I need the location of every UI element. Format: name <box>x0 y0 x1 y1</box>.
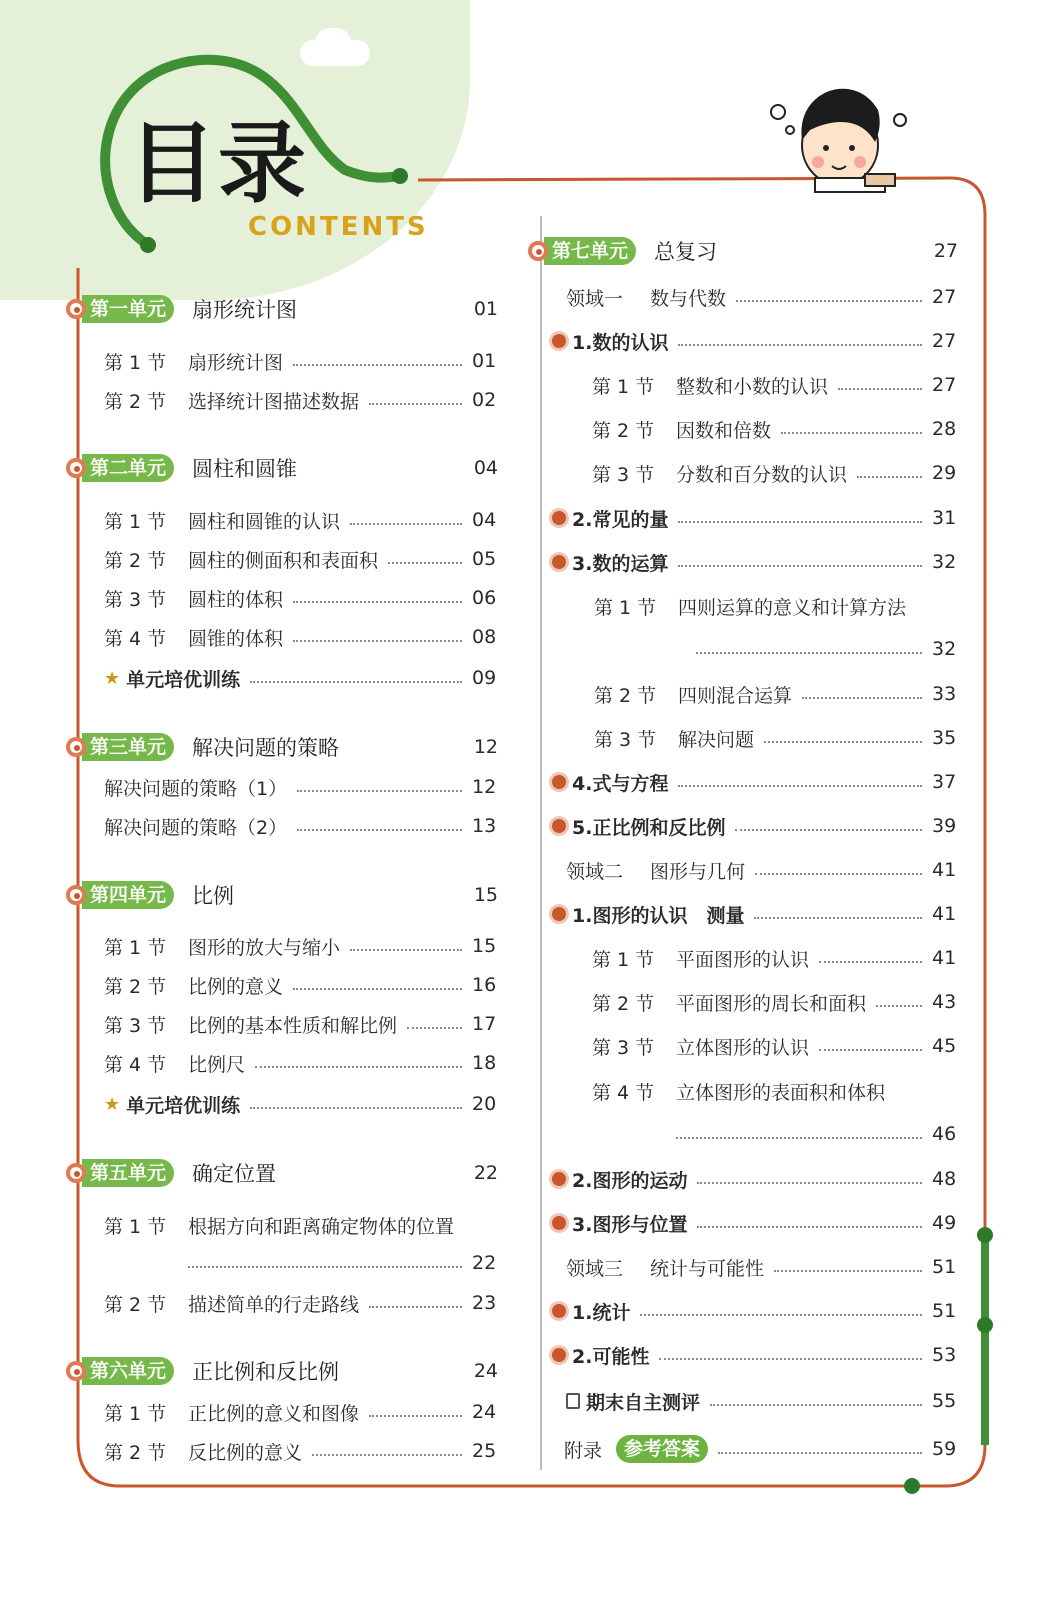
page-number: 04 <box>473 457 498 479</box>
entry-title: 四则运算的意义和计算方法 <box>678 596 907 619</box>
entry-title: 整数和小数的认识 <box>676 375 829 398</box>
leader-dots <box>640 1314 922 1316</box>
topic-entry[interactable] <box>552 505 956 531</box>
toc-entry-training[interactable] <box>104 1091 496 1117</box>
page-number: 27 <box>933 240 958 262</box>
leader-dots <box>710 1404 922 1406</box>
page-number: 35 <box>932 727 957 749</box>
domain-label: 领域一 <box>566 287 624 310</box>
page-number: 53 <box>932 1344 957 1366</box>
unit-header[interactable] <box>66 1159 498 1187</box>
entry-title: 解决问题的策略（1） <box>104 777 288 800</box>
entry-title: 根据方向和距离确定物体的位置 <box>188 1215 455 1238</box>
page-number: 15 <box>472 935 497 957</box>
leader-dots <box>250 1107 462 1109</box>
page-number: 05 <box>472 548 497 570</box>
leader-dots <box>293 988 462 990</box>
leader-dots <box>350 523 462 525</box>
page-number: 18 <box>472 1052 497 1074</box>
toc-entry[interactable] <box>594 681 956 707</box>
leader-dots <box>297 829 462 831</box>
page-number: 27 <box>932 330 957 352</box>
leader-dots <box>838 388 922 390</box>
leader-dots <box>407 1027 462 1029</box>
leader-dots <box>293 640 462 642</box>
section-number: 第 1 节 <box>592 948 655 971</box>
answers-badge: 参考答案 <box>616 1435 708 1463</box>
leader-dots <box>293 364 462 366</box>
page-number: 13 <box>472 815 497 837</box>
page-number: 32 <box>932 638 957 660</box>
section-number: 第 4 节 <box>104 627 167 650</box>
page-subtitle: CONTENTS <box>248 212 429 242</box>
section-number: 第 2 节 <box>104 975 167 998</box>
unit-badge: 第七单元 <box>544 237 636 265</box>
entry-title: 四则混合运算 <box>678 684 793 707</box>
entry-title: 3.图形与位置 <box>572 1213 688 1236</box>
unit-title: 比例 <box>192 884 235 908</box>
entry-title: 正比例的意义和图像 <box>188 1402 360 1425</box>
page-number: 27 <box>932 374 957 396</box>
leader-dots <box>755 873 922 875</box>
unit-badge: 第六单元 <box>82 1357 174 1385</box>
page-number: 04 <box>472 509 497 531</box>
toc-entry[interactable] <box>104 972 496 998</box>
toc-entry[interactable] <box>104 387 496 413</box>
bullet-icon <box>552 907 566 921</box>
book-icon <box>566 1393 580 1409</box>
page-number: 29 <box>932 462 957 484</box>
final-test-entry[interactable] <box>566 1388 956 1414</box>
bullet-icon <box>552 1304 566 1318</box>
entry-title: 1.统计 <box>572 1301 631 1324</box>
leader-dots <box>369 403 462 405</box>
domain-entry[interactable] <box>566 1254 956 1280</box>
page-number: 51 <box>932 1256 957 1278</box>
entry-title: 4.式与方程 <box>572 772 669 795</box>
entry-title: 2.常见的量 <box>572 508 669 531</box>
entry-title: 选择统计图描述数据 <box>188 390 360 413</box>
topic-entry[interactable] <box>552 328 956 354</box>
bullet-icon <box>552 819 566 833</box>
page-number: 51 <box>932 1300 957 1322</box>
page-number: 32 <box>932 551 957 573</box>
star-icon: ★ <box>104 1093 121 1115</box>
leader-dots <box>718 1452 922 1454</box>
entry-title: 单元培优训练 <box>126 1094 241 1117</box>
page-number: 09 <box>472 667 497 689</box>
page-number: 23 <box>472 1292 497 1314</box>
section-number: 第 3 节 <box>104 588 167 611</box>
domain-label: 领域二 <box>566 860 624 883</box>
leader-dots <box>754 917 922 919</box>
entry-title: 比例尺 <box>188 1053 246 1076</box>
toc-entry[interactable] <box>592 416 956 442</box>
unit-badge: 第四单元 <box>82 881 174 909</box>
entry-title: 立体图形的表面积和体积 <box>676 1081 886 1104</box>
entry-title: 立体图形的认识 <box>676 1036 810 1059</box>
unit-badge: 第一单元 <box>82 295 174 323</box>
page-number: 08 <box>472 626 497 648</box>
entry-title: 分数和百分数的认识 <box>676 463 848 486</box>
section-number: 第 2 节 <box>104 1441 167 1464</box>
toc-entry[interactable] <box>592 1078 956 1104</box>
unit-title: 总复习 <box>654 240 718 264</box>
toc-entry[interactable] <box>592 989 956 1015</box>
entry-title: 统计与可能性 <box>650 1257 765 1280</box>
toc-entry[interactable] <box>104 1212 496 1238</box>
section-number: 第 2 节 <box>104 1293 167 1316</box>
toc-entry[interactable] <box>592 945 956 971</box>
entry-title: 描述简单的行走路线 <box>188 1293 360 1316</box>
topic-entry[interactable] <box>552 549 956 575</box>
toc-entry[interactable] <box>594 593 956 619</box>
page-number: 43 <box>932 991 957 1013</box>
appendix-entry[interactable] <box>564 1434 956 1464</box>
page-number: 39 <box>932 815 957 837</box>
toc-entry[interactable] <box>104 585 496 611</box>
page-number: 41 <box>932 859 957 881</box>
entry-title: 数与代数 <box>650 287 727 310</box>
unit-bullet-icon <box>66 1163 86 1183</box>
section-number: 第 4 节 <box>592 1081 655 1104</box>
toc-entry[interactable] <box>592 460 956 486</box>
page-number: 46 <box>932 1123 957 1145</box>
section-number: 第 2 节 <box>592 992 655 1015</box>
entry-title: 解决问题的策略（2） <box>104 816 288 839</box>
leader-dots <box>188 1266 462 1268</box>
page-number: 25 <box>472 1440 497 1462</box>
topic-entry[interactable] <box>552 1342 956 1368</box>
leader-dots <box>255 1066 462 1068</box>
leader-dots <box>696 652 922 654</box>
page-number: 27 <box>932 286 957 308</box>
bullet-icon <box>552 511 566 525</box>
unit-badge: 第二单元 <box>82 454 174 482</box>
page-number: 16 <box>472 974 497 996</box>
section-number: 第 3 节 <box>592 1036 655 1059</box>
toc-entry[interactable] <box>104 1050 496 1076</box>
page-number: 20 <box>472 1093 497 1115</box>
toc-entry-continuation[interactable] <box>676 1121 956 1147</box>
unit-title: 解决问题的策略 <box>192 736 340 760</box>
page-number: 24 <box>472 1401 497 1423</box>
page-number: 02 <box>472 389 497 411</box>
toc-entry[interactable] <box>592 372 956 398</box>
section-number: 第 1 节 <box>104 1402 167 1425</box>
section-number: 第 4 节 <box>104 1053 167 1076</box>
page-number: 17 <box>472 1013 497 1035</box>
entry-title: 1.图形的认识 测量 <box>572 904 745 927</box>
entry-title: 反比例的意义 <box>188 1441 303 1464</box>
leader-dots <box>781 432 922 434</box>
leader-dots <box>802 697 922 699</box>
entry-title: 比例的基本性质和解比例 <box>188 1014 398 1037</box>
entry-title: 圆锥的体积 <box>188 627 284 650</box>
bullet-icon <box>552 1216 566 1230</box>
entry-title: 扇形统计图 <box>188 351 284 374</box>
section-number: 第 2 节 <box>104 390 167 413</box>
unit-bullet-icon <box>66 737 86 757</box>
unit-bullet-icon <box>66 885 86 905</box>
leader-dots <box>764 741 922 743</box>
entry-title: 圆柱的体积 <box>188 588 284 611</box>
page-number: 06 <box>472 587 497 609</box>
leader-dots <box>350 949 462 951</box>
entry-title: 1.数的认识 <box>572 331 669 354</box>
leader-dots <box>388 562 462 564</box>
bullet-icon <box>552 1348 566 1362</box>
page-number: 22 <box>473 1162 498 1184</box>
toc-entry-continuation[interactable] <box>188 1250 496 1276</box>
domain-entry[interactable] <box>566 284 956 310</box>
page-number: 12 <box>473 736 498 758</box>
leader-dots <box>659 1358 922 1360</box>
unit-header[interactable] <box>66 881 498 909</box>
bullet-icon <box>552 555 566 569</box>
section-number: 第 3 节 <box>594 728 657 751</box>
toc-entry[interactable] <box>104 1399 496 1425</box>
section-number: 第 2 节 <box>592 419 655 442</box>
toc-entry-continuation[interactable] <box>696 636 956 662</box>
leader-dots <box>857 476 922 478</box>
entry-title: 平面图形的周长和面积 <box>676 992 867 1015</box>
section-number: 第 1 节 <box>594 596 657 619</box>
page-number: 31 <box>932 507 957 529</box>
leader-dots <box>678 565 922 567</box>
section-number: 第 2 节 <box>104 549 167 572</box>
leader-dots <box>293 601 462 603</box>
toc-entry[interactable] <box>594 725 956 751</box>
topic-entry[interactable] <box>552 1166 956 1192</box>
entry-title: 2.可能性 <box>572 1345 650 1368</box>
unit-title: 扇形统计图 <box>192 298 298 322</box>
section-number: 第 1 节 <box>104 1215 167 1238</box>
topic-entry[interactable] <box>552 813 956 839</box>
toc-entry[interactable] <box>104 507 496 533</box>
leader-dots <box>819 1049 922 1051</box>
cartoon-boy-illustration <box>760 70 920 200</box>
entry-title: 5.正比例和反比例 <box>572 816 726 839</box>
page-number: 48 <box>932 1168 957 1190</box>
unit-bullet-icon <box>66 299 86 319</box>
star-icon: ★ <box>104 667 121 689</box>
leader-dots <box>876 1005 922 1007</box>
topic-entry[interactable] <box>552 1298 956 1324</box>
leader-dots <box>369 1415 462 1417</box>
leader-dots <box>678 521 922 523</box>
page-number: 01 <box>473 298 498 320</box>
toc-entry[interactable] <box>104 774 496 800</box>
page-number: 49 <box>932 1212 957 1234</box>
toc-entry[interactable] <box>104 348 496 374</box>
leader-dots <box>678 785 922 787</box>
page-number: 41 <box>932 947 957 969</box>
unit-header[interactable] <box>66 454 498 482</box>
entry-title: 2.图形的运动 <box>572 1169 688 1192</box>
toc-entry-training[interactable] <box>104 665 496 691</box>
entry-title: 单元培优训练 <box>126 668 241 691</box>
entry-title: 因数和倍数 <box>676 419 772 442</box>
entry-title: 平面图形的认识 <box>676 948 810 971</box>
unit-bullet-icon <box>66 458 86 478</box>
domain-entry[interactable] <box>566 857 956 883</box>
toc-entry[interactable] <box>104 624 496 650</box>
section-number: 第 1 节 <box>592 375 655 398</box>
leader-dots <box>774 1270 922 1272</box>
page-number: 37 <box>932 771 957 793</box>
section-number: 第 3 节 <box>104 1014 167 1037</box>
leader-dots <box>678 344 922 346</box>
page-number: 24 <box>473 1360 498 1382</box>
page-number: 28 <box>932 418 957 440</box>
leader-dots <box>736 300 922 302</box>
entry-title: 圆柱的侧面积和表面积 <box>188 549 379 572</box>
leader-dots <box>676 1137 922 1139</box>
page-number: 59 <box>932 1438 957 1460</box>
page-number: 33 <box>932 683 957 705</box>
leader-dots <box>297 790 462 792</box>
unit-header[interactable] <box>66 295 498 323</box>
section-number: 第 2 节 <box>594 684 657 707</box>
toc-entry[interactable] <box>104 1438 496 1464</box>
page-number: 41 <box>932 903 957 925</box>
section-number: 第 1 节 <box>104 510 167 533</box>
unit-title: 确定位置 <box>192 1162 277 1186</box>
unit-bullet-icon <box>528 241 548 261</box>
unit-header[interactable] <box>66 1357 498 1385</box>
toc-entry[interactable] <box>104 1011 496 1037</box>
topic-entry[interactable] <box>552 769 956 795</box>
entry-title: 圆柱和圆锥的认识 <box>188 510 341 533</box>
leader-dots <box>735 829 922 831</box>
unit-title: 圆柱和圆锥 <box>192 457 298 481</box>
page-number: 12 <box>472 776 497 798</box>
page-title: 目录 <box>128 112 309 215</box>
entry-title: 期末自主测评 <box>586 1391 701 1414</box>
toc-entry[interactable] <box>104 813 496 839</box>
toc-entry[interactable] <box>104 1290 496 1316</box>
leader-dots <box>819 961 922 963</box>
appendix-label: 附录 <box>564 1439 603 1462</box>
page-number: 15 <box>473 884 498 906</box>
unit-bullet-icon <box>66 1361 86 1381</box>
toc-entry[interactable] <box>104 933 496 959</box>
entry-title: 图形的放大与缩小 <box>188 936 341 959</box>
domain-label: 领域三 <box>566 1257 624 1280</box>
unit-badge: 第五单元 <box>82 1159 174 1187</box>
page-number: 55 <box>932 1390 957 1412</box>
bullet-icon <box>552 1172 566 1186</box>
entry-title: 解决问题 <box>678 728 755 751</box>
entry-title: 3.数的运算 <box>572 552 669 575</box>
leader-dots <box>312 1454 462 1456</box>
page-number: 45 <box>932 1035 957 1057</box>
section-number: 第 3 节 <box>592 463 655 486</box>
entry-title: 图形与几何 <box>650 860 746 883</box>
unit-title: 正比例和反比例 <box>192 1360 340 1384</box>
unit-header[interactable] <box>528 237 958 265</box>
leader-dots <box>369 1306 462 1308</box>
leader-dots <box>697 1226 922 1228</box>
section-number: 第 1 节 <box>104 351 167 374</box>
toc-entry[interactable] <box>104 546 496 572</box>
topic-entry[interactable] <box>552 901 956 927</box>
toc-entry[interactable] <box>592 1033 956 1059</box>
leader-dots <box>697 1182 922 1184</box>
entry-title: 比例的意义 <box>188 975 284 998</box>
page-number: 22 <box>472 1252 497 1274</box>
bullet-icon <box>552 775 566 789</box>
bullet-icon <box>552 334 566 348</box>
topic-entry[interactable] <box>552 1210 956 1236</box>
unit-header[interactable] <box>66 733 498 761</box>
leader-dots <box>250 681 462 683</box>
page-number: 01 <box>472 350 497 372</box>
section-number: 第 1 节 <box>104 936 167 959</box>
unit-badge: 第三单元 <box>82 733 174 761</box>
